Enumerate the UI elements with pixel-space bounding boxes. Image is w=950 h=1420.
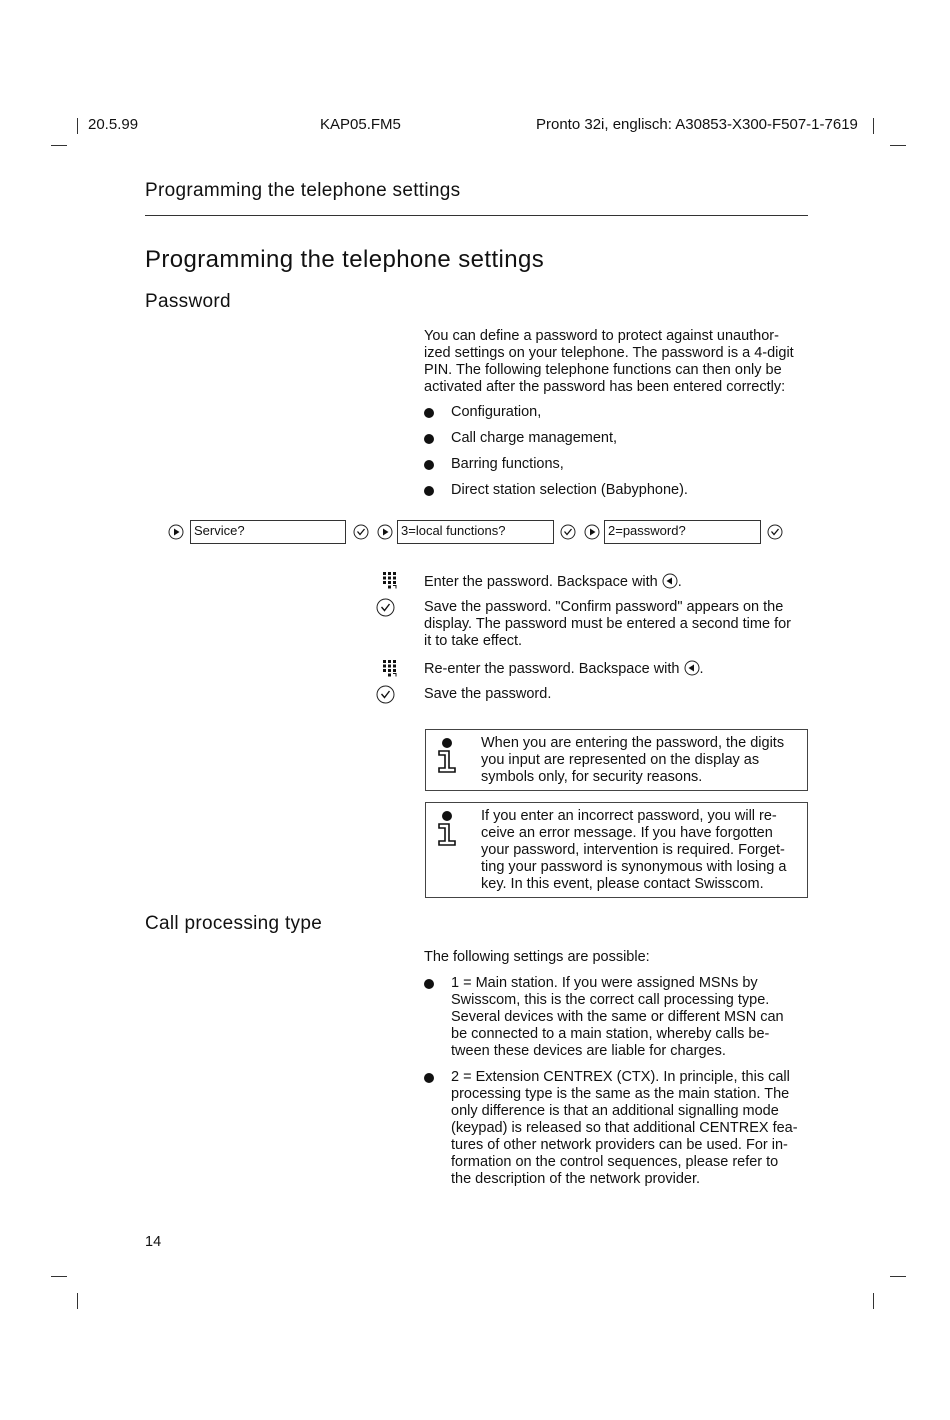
ok-key-icon	[376, 598, 395, 617]
bullet-text: Configuration,	[451, 404, 542, 420]
step-text-line: display. The password must be entered a second time for	[424, 616, 791, 632]
crop-mark	[51, 145, 67, 146]
info-icon	[436, 811, 460, 847]
bullet-line: (keypad) is released so that additional CENTREX fea-	[451, 1120, 798, 1136]
arrow-left-key-icon	[662, 573, 678, 589]
header-rule	[145, 215, 808, 216]
header-file: KAP05.FM5	[320, 116, 401, 133]
note-line: symbols only, for security reasons.	[481, 769, 703, 785]
intro-line: activated after the password has been entered correctly:	[424, 379, 786, 395]
bullet-dot	[424, 1073, 434, 1083]
step-text-part: Re-enter the password. Backspace with	[424, 661, 680, 677]
bullet-line: tures of other network providers can be used. For in-	[451, 1137, 788, 1153]
info-note-text	[481, 735, 803, 786]
page-title: Programming the telephone settings	[145, 246, 545, 273]
crop-mark	[890, 145, 906, 146]
keypad-icon	[382, 659, 398, 677]
bullet-dot	[424, 434, 434, 444]
crop-mark	[873, 1293, 874, 1309]
info-note	[425, 802, 808, 898]
header-date: 20.5.99	[88, 116, 139, 133]
keypad-icon	[382, 571, 398, 589]
bullet-line: 1 = Main station. If you were assigned MSNs by	[451, 975, 758, 991]
display-local-functions: 3=local functions?	[397, 520, 554, 544]
step-text-part: Save the password.	[424, 686, 552, 702]
header-doc-ref: Pronto 32i, englisch: A30853-X300-F507-1-7619	[536, 116, 858, 133]
running-title: Programming the telephone settings	[145, 180, 461, 201]
bullet-text	[451, 975, 809, 1060]
crop-mark	[77, 1293, 78, 1309]
display-password: 2=password?	[604, 520, 761, 544]
bullet-dot	[424, 979, 434, 989]
crop-mark	[51, 1276, 67, 1277]
info-icon	[436, 738, 460, 774]
crop-mark	[873, 118, 874, 134]
arrow-right-key-icon	[168, 524, 184, 540]
bullet-dot	[424, 408, 434, 418]
step-text-part: .	[699, 661, 704, 677]
step-text-line: Save the password. "Confirm password" appears on the	[424, 599, 784, 615]
ok-key-icon	[353, 524, 369, 540]
arrow-right-key-icon	[584, 524, 600, 540]
bullet-line: processing type is the same as the main station. The	[451, 1086, 790, 1102]
password-intro	[424, 328, 814, 396]
bullet-text	[451, 1069, 809, 1188]
arrow-left-key-icon	[684, 660, 700, 676]
bullet-line: only difference is that an additional signalling mode	[451, 1103, 779, 1119]
step-text	[424, 660, 704, 678]
bullet-line: Swisscom, this is the correct call processing type.	[451, 992, 770, 1008]
bullet-line: be connected to a main station, whereby calls be-	[451, 1026, 770, 1042]
bullet-dot	[424, 460, 434, 470]
bullet-line: the description of the network provider.	[451, 1171, 701, 1187]
ok-key-icon	[376, 685, 395, 704]
bullet-line: tween these devices are liable for charges.	[451, 1043, 726, 1059]
note-line: key. In this event, please contact Swisscom.	[481, 876, 764, 892]
call-intro: The following settings are possible:	[424, 949, 650, 965]
bullet-dot	[424, 486, 434, 496]
page-number: 14	[145, 1234, 162, 1250]
info-note-text	[481, 808, 803, 893]
intro-line: You can define a password to protect against unauthor-	[424, 328, 779, 344]
bullet-text: Barring functions,	[451, 456, 564, 472]
note-line: you input are represented on the display as	[481, 752, 760, 768]
arrow-right-key-icon	[377, 524, 393, 540]
step-text	[424, 686, 551, 703]
display-service: Service?	[190, 520, 346, 544]
info-note	[425, 729, 808, 791]
crop-mark	[77, 118, 78, 134]
ok-key-icon	[560, 524, 576, 540]
note-line: When you are entering the password, the digits	[481, 735, 785, 751]
bullet-line: Several devices with the same or different MSN can	[451, 1009, 784, 1025]
crop-mark	[890, 1276, 906, 1277]
bullet-line: 2 = Extension CENTREX (CTX). In principle, this call	[451, 1069, 790, 1085]
note-line: your password, intervention is required. Forget-	[481, 842, 785, 858]
section-heading-password: Password	[145, 291, 231, 312]
step-text-part: .	[677, 574, 682, 590]
intro-line: ized settings on your telephone. The password is a 4-digit	[424, 345, 794, 361]
section-heading-call-processing: Call processing type	[145, 913, 323, 934]
bullet-line: formation on the control sequences, please refer to	[451, 1154, 779, 1170]
ok-key-icon	[767, 524, 783, 540]
step-text	[424, 573, 682, 591]
note-line: If you enter an incorrect password, you will re-	[481, 808, 777, 824]
step-text-part: Enter the password. Backspace with	[424, 574, 658, 590]
note-line: ceive an error message. If you have forgotten	[481, 825, 773, 841]
step-text	[424, 599, 814, 650]
bullet-text: Call charge management,	[451, 430, 618, 446]
bullet-text: Direct station selection (Babyphone).	[451, 482, 688, 498]
step-text-line: it to take effect.	[424, 633, 523, 649]
note-line: ting your password is synonymous with losing a	[481, 859, 787, 875]
intro-line: PIN. The following telephone functions can then only be	[424, 362, 782, 378]
